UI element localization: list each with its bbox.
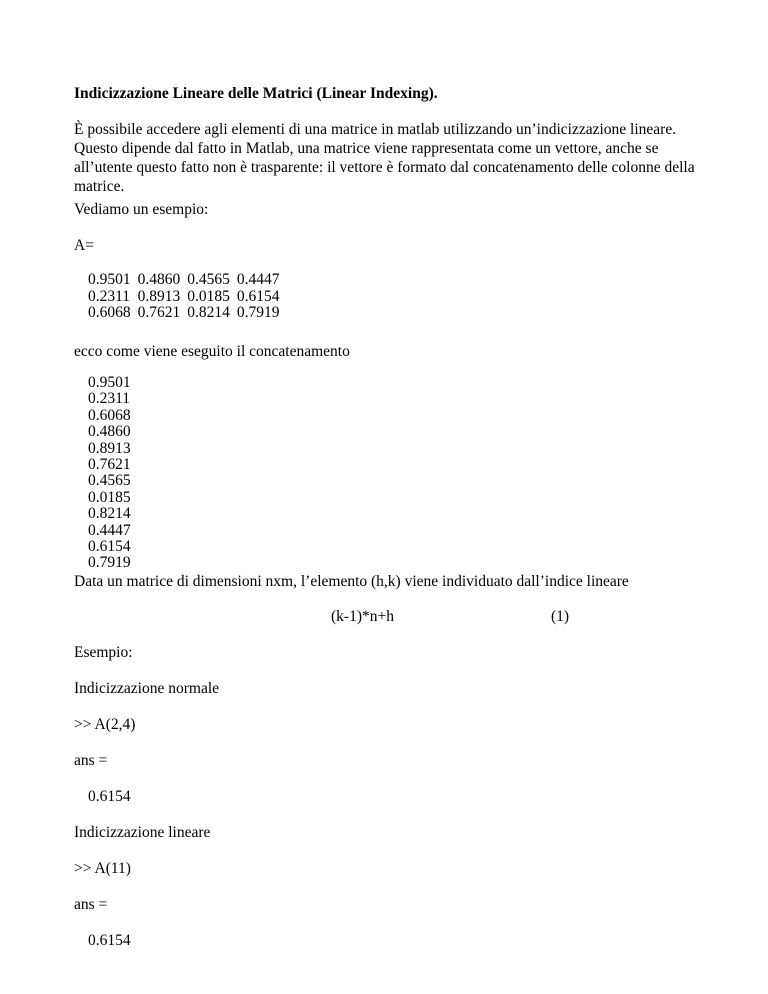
matrix-cell: 0.8214 bbox=[187, 304, 230, 321]
vector-item: 0.2311 bbox=[88, 390, 131, 408]
example-lead: Vediamo un esempio: bbox=[74, 201, 209, 218]
vector-item: 0.4860 bbox=[88, 423, 131, 441]
intro-line: Questo dipende dal fatto in Matlab, una matrice viene rappresentata come un vettore, anche se bbox=[74, 140, 659, 157]
matrix-row bbox=[88, 289, 280, 306]
vector-item: 0.6068 bbox=[88, 406, 131, 424]
intro-line: matrice. bbox=[74, 178, 125, 195]
vector-item: 0.6154 bbox=[88, 537, 131, 555]
linear-indexing-ans: ans = bbox=[74, 896, 108, 913]
matrix-cell: 0.4447 bbox=[236, 271, 280, 288]
matrix-cell: 0.6154 bbox=[236, 287, 280, 305]
matrix-cell: 0.9501 bbox=[88, 271, 131, 288]
matrix-cell: 0.4860 bbox=[137, 271, 181, 288]
concat-vector bbox=[88, 375, 131, 572]
matrix-cell: 0.7621 bbox=[137, 304, 181, 321]
vector-item: 0.7621 bbox=[88, 455, 131, 473]
example-heading: Esempio: bbox=[74, 644, 133, 661]
vector-item: 0.7919 bbox=[88, 554, 131, 572]
intro-line: all’utente questo fatto non è trasparente: il vettore è formato dal concatenamento delle colonne della bbox=[74, 159, 695, 176]
vector-item: 0.8913 bbox=[88, 439, 131, 457]
matrix-cell: 0.2311 bbox=[88, 287, 131, 305]
matrix-a bbox=[88, 272, 280, 322]
matrix-cell: 0.4565 bbox=[187, 271, 230, 288]
linear-indexing-value: 0.6154 bbox=[88, 932, 131, 949]
matrix-row bbox=[88, 305, 280, 322]
vector-item: 0.4565 bbox=[88, 472, 131, 490]
matrix-cell: 0.0185 bbox=[187, 287, 230, 305]
definition-text: Data un matrice di dimensioni nxm, l’elemento (h,k) viene individuato dall’indice lineare bbox=[74, 573, 629, 590]
normal-indexing-ans: ans = bbox=[74, 752, 108, 769]
matrix-cell: 0.6068 bbox=[88, 304, 131, 321]
normal-indexing-command: >> A(2,4) bbox=[74, 716, 136, 733]
matrix-label: A= bbox=[74, 237, 94, 254]
matrix-cell: 0.8913 bbox=[137, 287, 181, 305]
vector-item: 0.0185 bbox=[88, 488, 131, 506]
vector-item: 0.8214 bbox=[88, 505, 131, 523]
vector-item: 0.9501 bbox=[88, 374, 131, 391]
concat-label: ecco come viene eseguito il concatenamento bbox=[74, 343, 350, 360]
vector-item: 0.4447 bbox=[88, 521, 131, 539]
normal-indexing-label: Indicizzazione normale bbox=[74, 680, 220, 697]
document-title: Indicizzazione Lineare delle Matrici (Linear Indexing). bbox=[74, 85, 438, 102]
formula-number: (1) bbox=[551, 608, 570, 625]
linear-indexing-command: >> A(11) bbox=[74, 860, 131, 877]
linear-indexing-label: Indicizzazione lineare bbox=[74, 824, 211, 841]
normal-indexing-value: 0.6154 bbox=[88, 788, 131, 805]
matrix-cell: 0.7919 bbox=[236, 304, 280, 321]
intro-paragraph bbox=[74, 120, 714, 196]
matrix-row bbox=[88, 272, 280, 289]
intro-line: È possibile accedere agli elementi di una matrice in matlab utilizzando un’indicizzazione lineare. bbox=[74, 121, 677, 138]
linear-index-formula: (k-1)*n+h bbox=[331, 608, 394, 625]
